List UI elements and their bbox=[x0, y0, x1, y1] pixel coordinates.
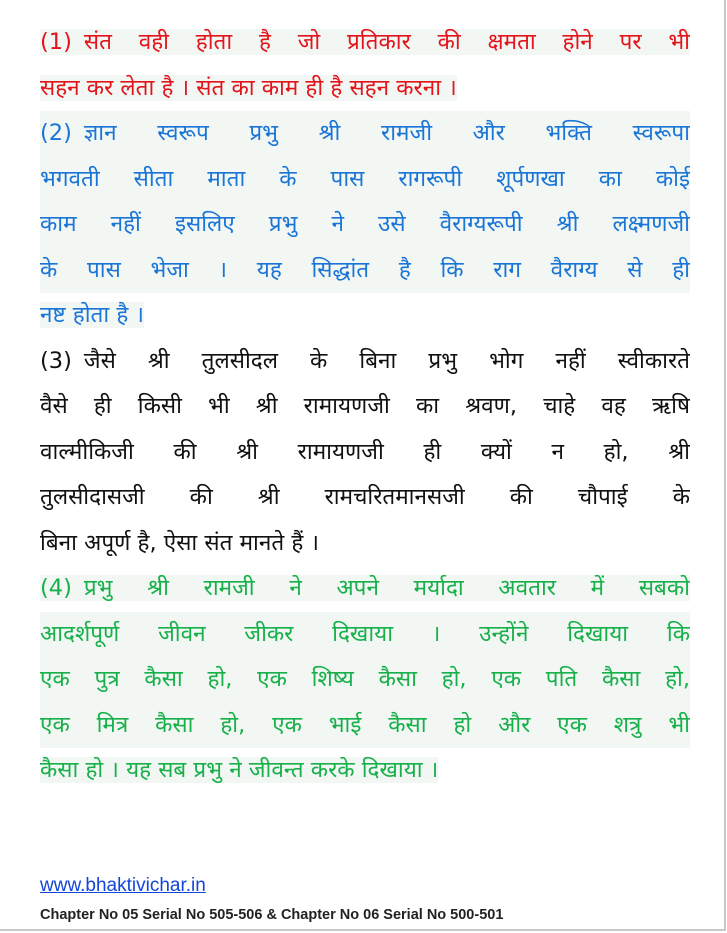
chapter-info: Chapter No 05 Serial No 505-506 & Chapter No 06 Serial No 500-501 bbox=[40, 907, 504, 923]
paragraph-1-number: (1) bbox=[40, 29, 84, 55]
content-paragraphs bbox=[40, 20, 690, 794]
paragraph-4-line-4: एक मित्र कैसा हो, एक भाई कैसा हो और एक शत्रु भी bbox=[40, 703, 690, 749]
paragraph-1 bbox=[40, 20, 690, 111]
paragraph-4-line-2: आदर्शपूर्ण जीवन जीकर दिखाया । उन्होंने दिखाया कि bbox=[40, 612, 690, 658]
paragraph-2 bbox=[40, 111, 690, 339]
paragraph-2-number: (2) bbox=[40, 120, 72, 146]
paragraph-1-line-1 bbox=[40, 20, 690, 66]
paragraph-4-line-1 bbox=[40, 566, 690, 612]
paragraph-1-line-2 bbox=[40, 66, 690, 112]
paragraph-3-line-3: वाल्मीकिजी की श्री रामायणजी ही क्यों न हो, श्री bbox=[40, 438, 690, 465]
website-link[interactable]: www.bhaktivichar.in bbox=[40, 875, 206, 896]
paragraph-3-number: (3) bbox=[40, 347, 72, 374]
paragraph-2-line-1-text: ज्ञान स्वरूप प्रभु श्री रामजी और भक्ति स्वरूपा bbox=[83, 120, 690, 146]
paragraph-4-line-3: एक पुत्र कैसा हो, एक शिष्य कैसा हो, एक पति कैसा हो, bbox=[40, 657, 690, 703]
paragraph-2-line-1 bbox=[40, 111, 690, 157]
paragraph-4-line-5 bbox=[40, 748, 690, 794]
paragraph-2-line-5-text: नष्ट होता है । bbox=[40, 302, 144, 328]
footer bbox=[40, 874, 690, 924]
paragraph-4-line-5-text: कैसा हो । यह सब प्रभु ने जीवन्त करके दिखाया । bbox=[40, 757, 439, 783]
paragraph-1-line-1-text: संत वही होता है जो प्रतिकार की क्षमता होने पर भी bbox=[83, 29, 690, 55]
paragraph-4 bbox=[40, 566, 690, 794]
paragraph-3 bbox=[40, 339, 690, 567]
paragraph-1-line-2-text: सहन कर लेता है । संत का काम ही है सहन करना । bbox=[40, 74, 457, 101]
paragraph-3-line-1-text: जैसे श्री तुलसीदल के बिना प्रभु भोग नहीं स्वीकारते bbox=[83, 347, 690, 374]
paragraph-3-line-5: बिना अपूर्ण है, ऐसा संत मानते हैं । bbox=[40, 529, 319, 556]
paragraph-2-line-5 bbox=[40, 293, 690, 339]
paragraph-3-line-2: वैसे ही किसी भी श्री रामायणजी का श्रवण, चाहे वह ऋषि bbox=[40, 393, 690, 419]
paragraph-3-line-1 bbox=[40, 339, 690, 385]
paragraph-2-line-4: के पास भेजा । यह सिद्धांत है कि राग वैराग्य से ही bbox=[40, 248, 690, 294]
paragraph-4-line-1-text: प्रभु श्री रामजी ने अपने मर्यादा अवतार में सबको bbox=[83, 575, 690, 601]
paragraph-2-line-2: भगवती सीता माता के पास रागरूपी शूर्पणखा का कोई bbox=[40, 157, 690, 203]
paragraph-2-line-3: काम नहीं इसलिए प्रभु ने उसे वैराग्यरूपी श्री लक्ष्मणजी bbox=[40, 202, 690, 248]
paragraph-3-line-4: तुलसीदासजी की श्री रामचरितमानसजी की चौपाई के bbox=[40, 484, 690, 510]
paragraph-4-number: (4) bbox=[40, 575, 84, 601]
